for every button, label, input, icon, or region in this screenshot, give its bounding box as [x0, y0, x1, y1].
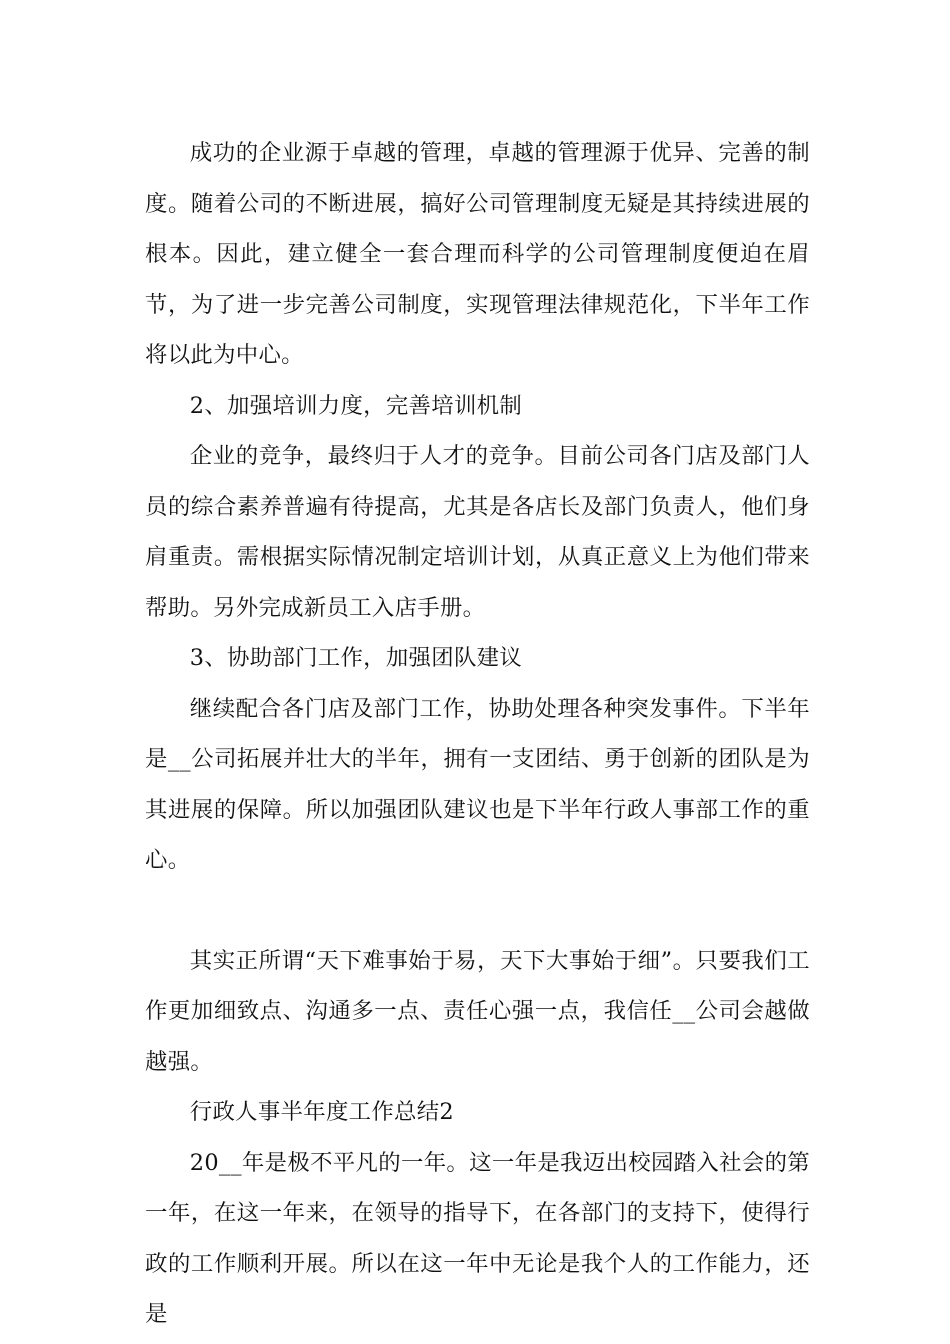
document-body [145, 128, 810, 1340]
paragraph-training: 企业的竞争，最终归于人才的竞争。目前公司各门店及部门人员的综合素养普遍有待提高，尤其是各店长及部门负责人，他们身肩重责。需根据实际情况制定培训计划，从真正意义上为他们带来帮助。另外完成新员工入店手册。 [145, 443, 810, 621]
section-heading-team: 3、协助部门工作，加强团队建议 [189, 645, 523, 671]
paragraph-management-system: 成功的企业源于卓越的管理，卓越的管理源于优异、完善的制度。随着公司的不断进展，搞好公司管理制度无疑是其持续进展的根本。因此，建立健全一套合理而科学的公司管理制度便迫在眉节，为了进一步完善公司制度，实现管理法律规范化，下半年工作将以此为中心。 [145, 140, 810, 368]
paragraph-year-review: 20__年是极不平凡的一年。这一年是我迈出校园踏入社会的第一年，在这一年来，在领导的指导下，在各部门的支持下，使得行政的工作顺利开展。所以在这一年中无论是我个人的工作能力，还是 [145, 1149, 810, 1327]
document-subtitle: 行政人事半年度工作总结2 [189, 1099, 454, 1125]
paragraph-conclusion: 其实正所谓“天下难事始于易，天下大事始于细”。只要我们工作更加细致点、沟通多一点、责任心强一点，我信任__公司会越做越强。 [145, 947, 810, 1075]
section-heading-training: 2、加强培训力度，完善培训机制 [189, 392, 523, 419]
paragraph-spacer [145, 886, 810, 936]
paragraph-team: 继续配合各门店及部门工作，协助处理各种突发事件。下半年是__公司拓展并壮大的半年，拥有一支团结、勇于创新的团队是为其进展的保障。所以加强团队建议也是下半年行政人事部工作的重心。 [145, 695, 810, 873]
